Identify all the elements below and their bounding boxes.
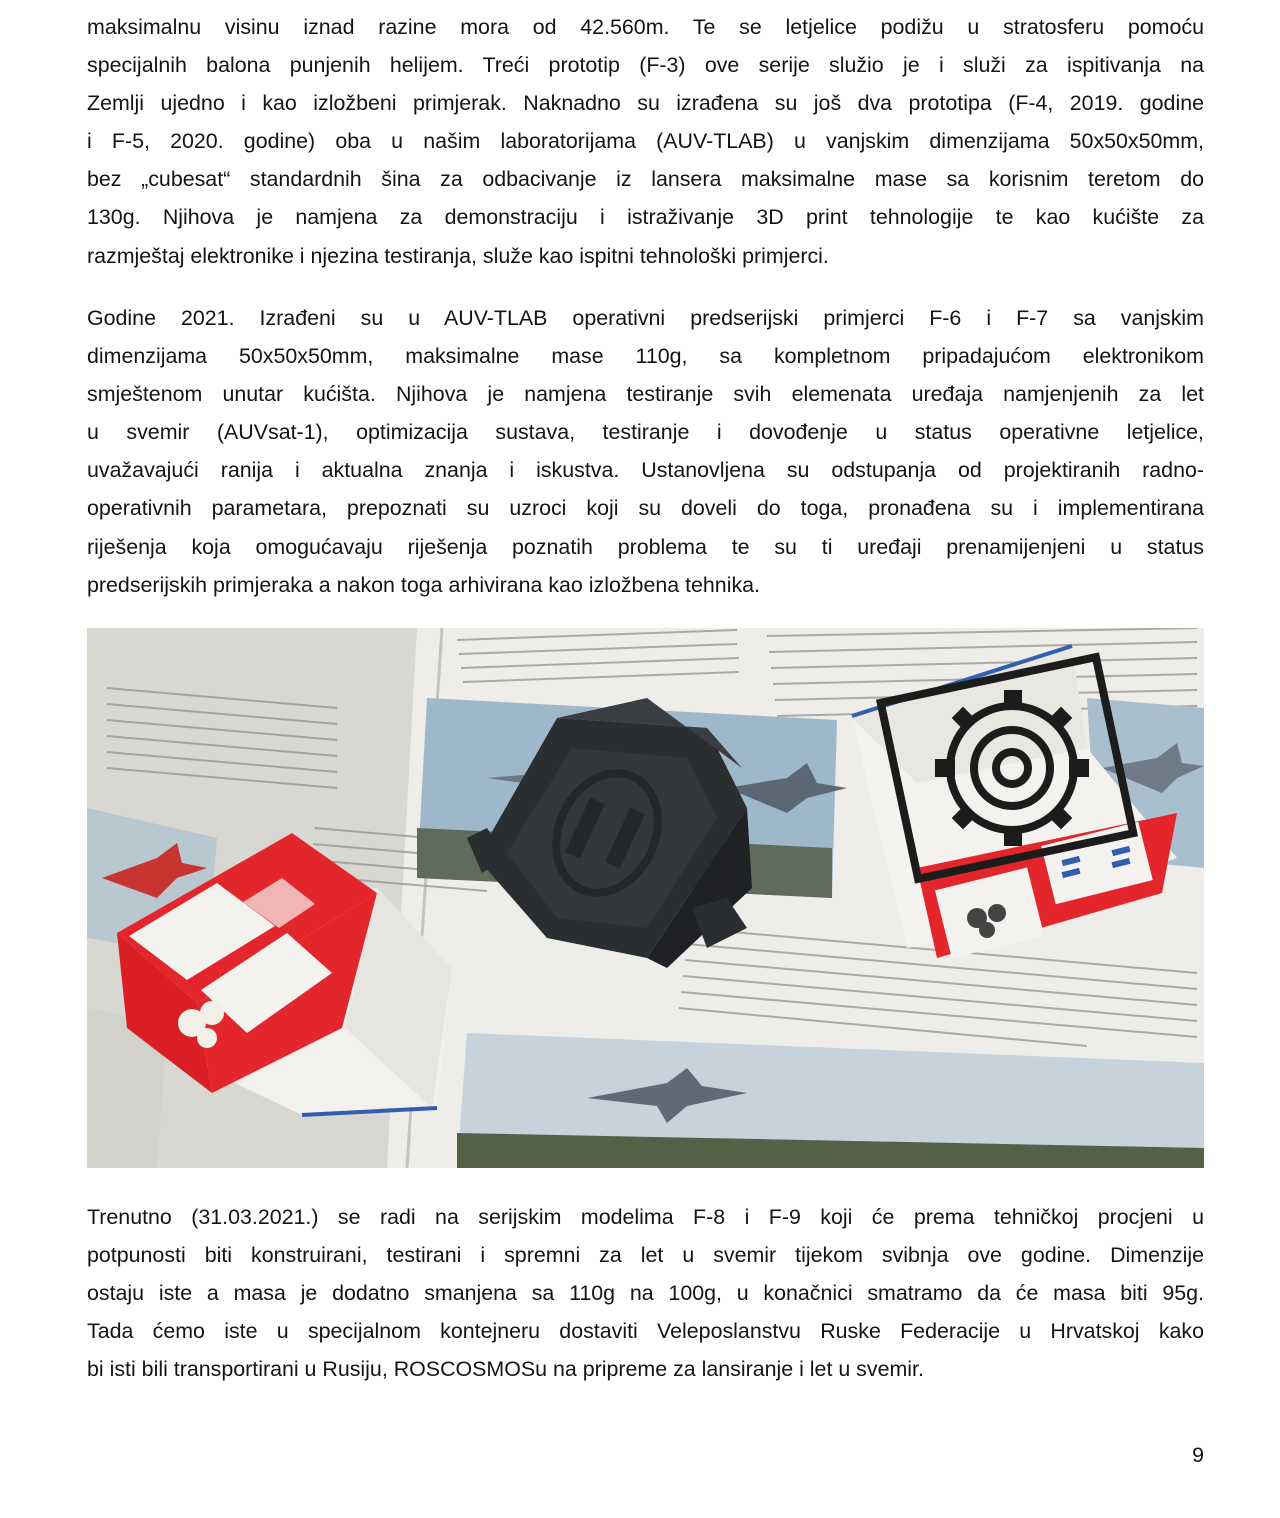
paragraph-serial-models [87,1198,1204,1388]
text-line: smještenom unutar kućišta. Njihova je namjena testiranje svih elemenata uređaja namjenjenih za let [87,382,1204,407]
text-line: u svemir (AUVsat-1), optimizacija sustava, testiranje i dovođenje u status operativne letjelice, [87,420,1204,445]
text-line: ostaju iste a masa je dodatno smanjena sa 110g na 100g, u konačnici smatramo da će masa biti 95g. [87,1281,1204,1306]
text-line: Zemlji ujedno i kao izložbeni primjerak. Naknadno su izrađena su još dva prototipa (F-4, 2019. godine [87,91,1204,116]
text-line: maksimalnu visinu iznad razine mora od 42.560m. Te se letjelice podižu u stratosferu pomoću [87,15,1204,39]
text-line: 130g. Njihova je namjena za demonstraciju i istraživanje 3D print tehnologije te kao kućište za [87,205,1204,230]
text-line: operativnih parametara, prepoznati su uzroci koji su doveli do toga, pronađena su i implementirana [87,496,1204,521]
text-line: uvažavajući ranija i aktualna znanja i iskustva. Ustanovljena su odstupanja od projektiranih radno- [87,458,1204,483]
text-line: Godine 2021. Izrađeni su u AUV-TLAB operativni predserijski primjerci F-6 i F-7 sa vanjskim [87,306,1204,330]
text-line: bi isti bili transportirani u Rusiju, ROSCOSMOSu na pripreme za lansiranje i let u svemir. [87,1357,924,1382]
paragraph-prototypes [87,8,1204,275]
text-line: specijalnih balona punjenih helijem. Treći prototip (F-3) ove serije služio je i služi za ispitivanja na [87,53,1204,78]
text-line: riješenja koja omogućavaju riješenja poznatih problema te su ti uređaji prenamijenjeni u status [87,534,1204,559]
page-number: 9 [1192,1443,1204,1467]
text-line: Tada ćemo iste u specijalnom kontejneru dostaviti Veleposlanstvu Ruske Federacije u Hrvatskoj kako [87,1319,1204,1344]
text-line: potpunosti biti konstruirani, testirani i spremni za let u svemir tijekom svibnja ove godine. Dimenzije [87,1243,1204,1268]
text-line: predserijskih primjeraka a nakon toga arhivirana kao izložbena tehnika. [87,572,760,597]
text-line: dimenzijama 50x50x50mm, maksimalne mase 110g, sa kompletnom pripadajućom elektronikom [87,344,1204,369]
paragraph-preseries [87,299,1204,604]
text-line: razmještaj elektronike i njezina testiranja, služe kao ispitni tehnološki primjerci. [87,243,829,268]
text-line: bez „cubesat“ standardnih šina za odbacivanje iz lansera maksimalne mase sa korisnim teretom do [87,167,1204,192]
text-line: Trenutno (31.03.2021.) se radi na serijskim modelima F-8 i F-9 koji će prema tehničkoj procjeni u [87,1205,1204,1229]
text-line: i F-5, 2020. godine) oba u našim laboratorijama (AUV-TLAB) u vanjskim dimenzijama 50x50x50mm, [87,129,1204,154]
cubesat-models-photo [87,628,1204,1168]
